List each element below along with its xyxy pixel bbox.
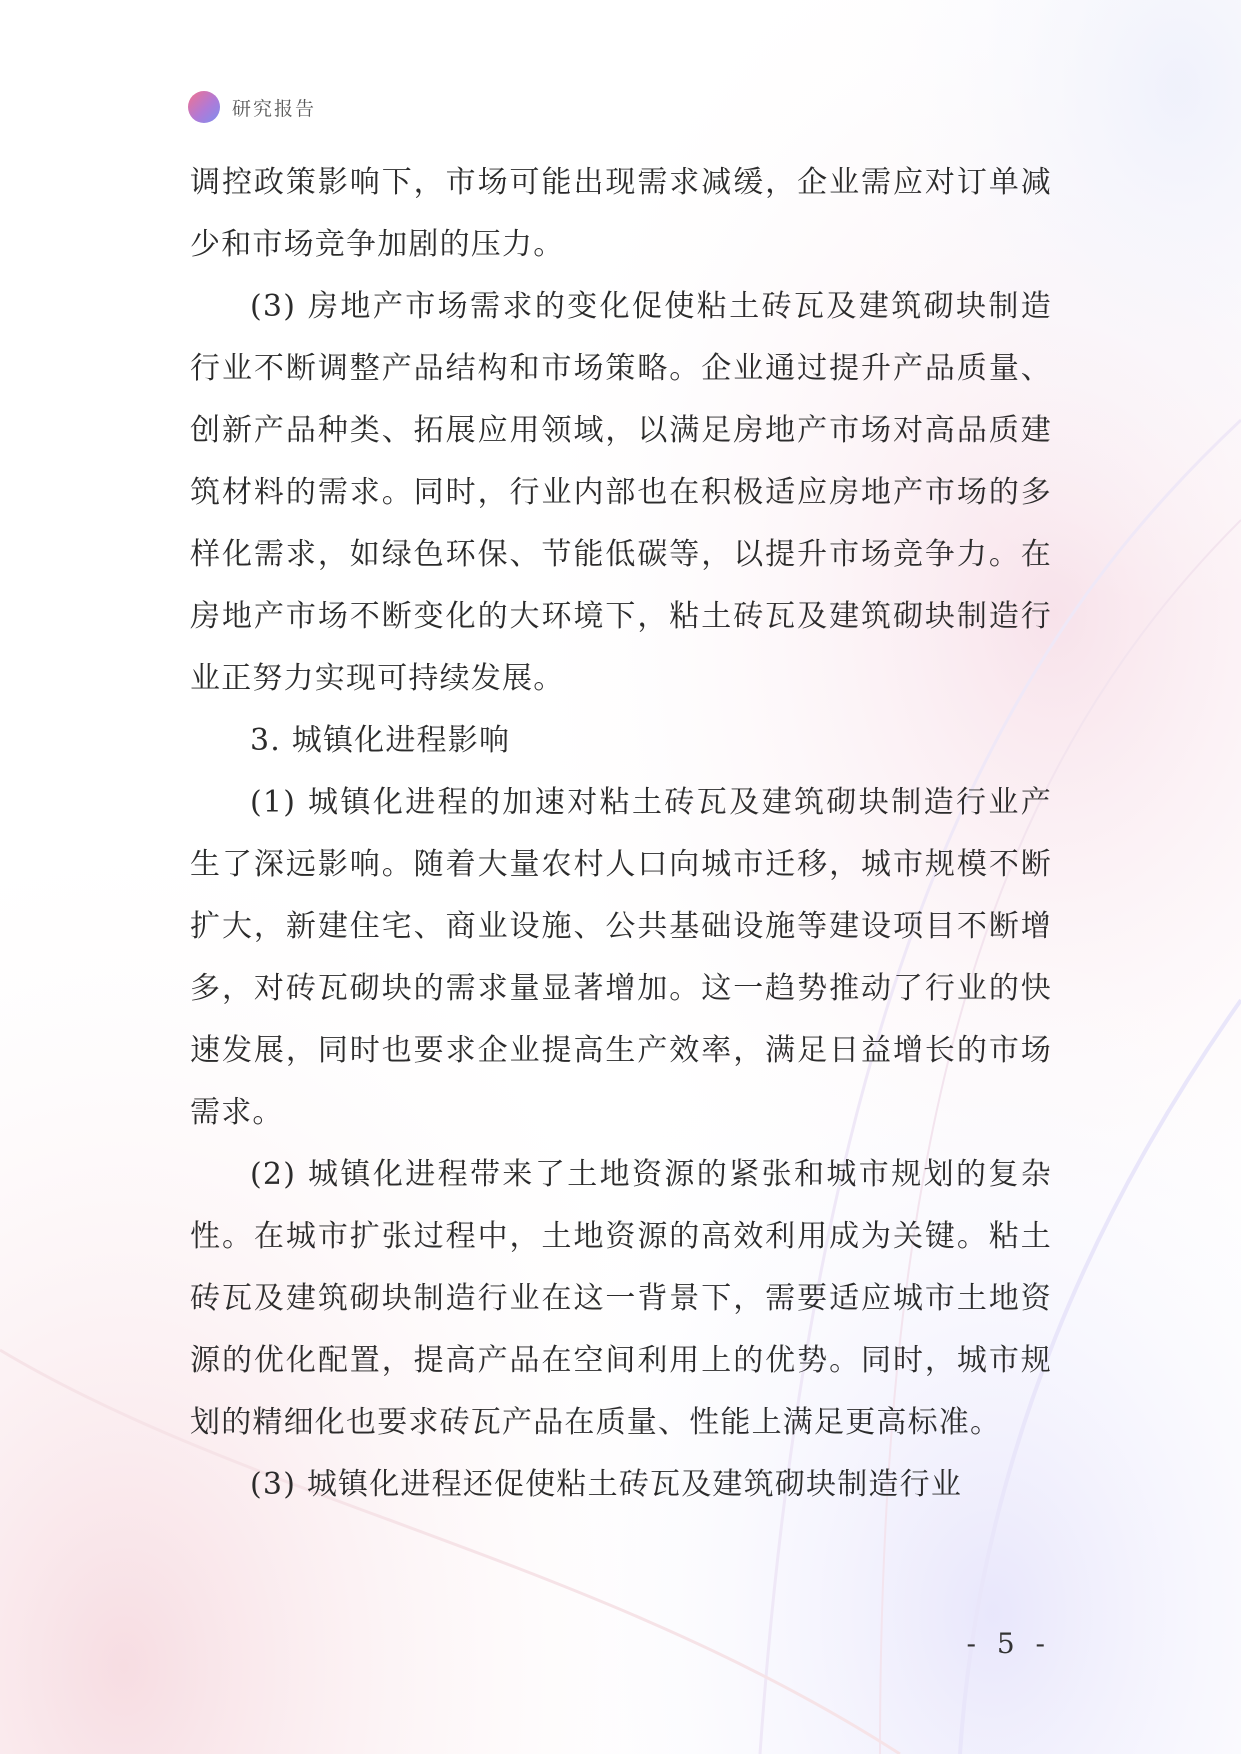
paragraph-item-2-urbanization: (2) 城镇化进程带来了土地资源的紧张和城市规划的复杂性。在城市扩张过程中，土地资源的高效利用成为关键。粘土砖瓦及建筑砌块制造行业在这一背景下，需要适应城市土地资源的优化配置，提高产品在空间利用上的优势。同时，城市规划的精细化也要求砖瓦产品在质量、性能上满足更高标准。 (190, 1157, 1052, 1440)
header-title: 研究报告 (232, 97, 317, 120)
page-number: - 5 - (966, 1627, 1051, 1660)
logo-circle-icon (188, 91, 220, 123)
page-header (188, 90, 316, 124)
paragraph-continuation: 调控政策影响下，市场可能出现需求减缓，企业需应对订单减少和市场竞争加剧的压力。 (190, 165, 1052, 262)
paragraph-item-3-real-estate: (3) 房地产市场需求的变化促使粘土砖瓦及建筑砌块制造行业不断调整产品结构和市场策略。企业通过提升产品质量、创新产品种类、拓展应用领域，以满足房地产市场对高品质建筑材料的需求。同时，行业内部也在积极适应房地产市场的多样化需求，如绿色环保、节能低碳等，以提升市场竞争力。在房地产市场不断变化的大环境下，粘土砖瓦及建筑砌块制造行业正努力实现可持续发展。 (190, 289, 1052, 696)
section-heading-urbanization: 3. 城镇化进程影响 (250, 723, 511, 758)
document-body (190, 152, 1052, 1516)
paragraph-item-3-urbanization: (3) 城镇化进程还促使粘土砖瓦及建筑砌块制造行业 (250, 1467, 963, 1502)
paragraph-item-1-urbanization: (1) 城镇化进程的加速对粘土砖瓦及建筑砌块制造行业产生了深远影响。随着大量农村人口向城市迁移，城市规模不断扩大，新建住宅、商业设施、公共基础设施等建设项目不断增多，对砖瓦砌块的需求量显著增加。这一趋势推动了行业的快速发展，同时也要求企业提高生产效率，满足日益增长的市场需求。 (190, 785, 1052, 1130)
